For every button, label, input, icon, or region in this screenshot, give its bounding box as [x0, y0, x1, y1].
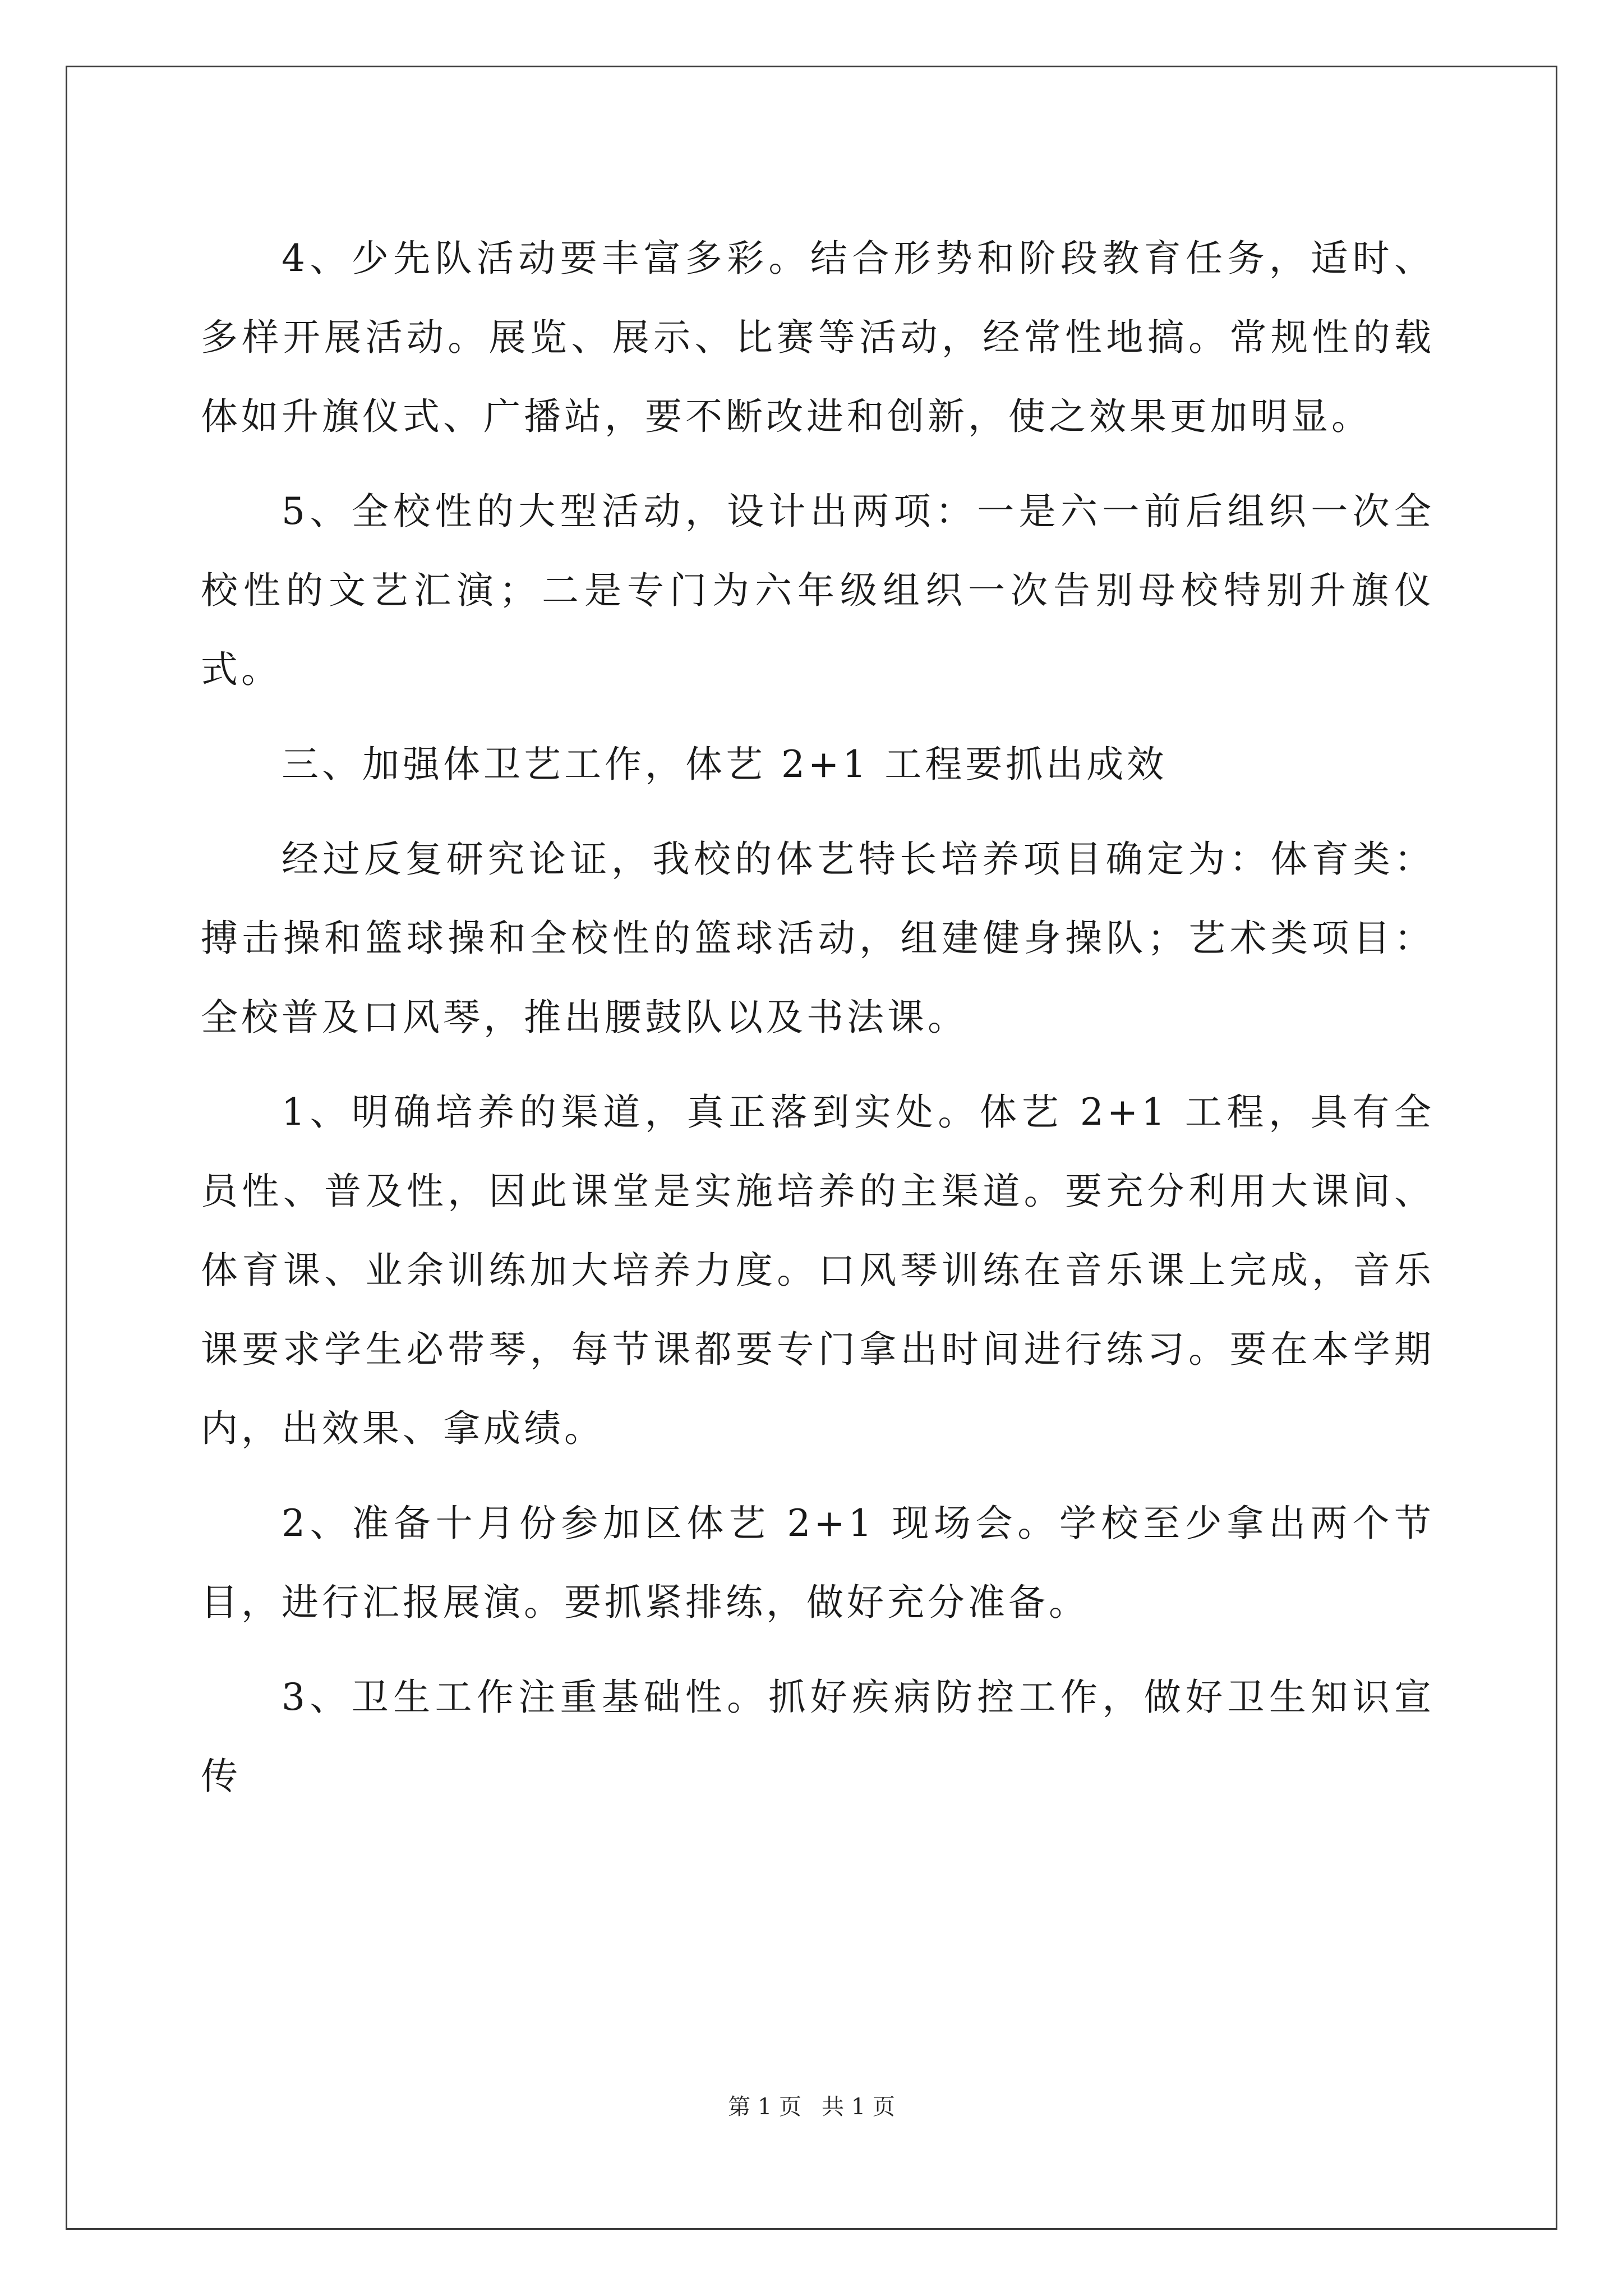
paragraph-6: 3、卫生工作注重基础性。抓好疾病防控工作，做好卫生知识宣传 — [201, 1676, 1435, 1798]
paragraph-4: 1、明确培养的渠道，真正落到实处。体艺 2+1 工程，具有全员性、普及性，因此课堂是实施培养的主渠道。要充分利用大课间、体育课、业余训练加大培养力度。口风琴训练在音乐课上完成，音乐课要求学生必带琴，每节课都要专门拿出时间进行练习。要在本学期内，出效果、拿成绩。 — [201, 1091, 1435, 1450]
paragraph-2: 5、全校性的大型活动，设计出两项：一是六一前后组织一次全校性的文艺汇演；二是专门为六年级组织一次告别母校特别升旗仪式。 — [201, 490, 1435, 691]
paragraph-5: 2、准备十月份参加区体艺 2+1 现场会。学校至少拿出两个节目，进行汇报展演。要抓紧排练，做好充分准备。 — [201, 1502, 1435, 1624]
section-heading: 三、加强体卫艺工作，体艺 2+1 工程要抓出成效 — [282, 743, 1168, 786]
page-footer — [0, 2091, 1623, 2123]
paragraph-3: 经过反复研究论证，我校的体艺特长培养项目确定为：体育类：搏击操和篮球操和全校性的篮球活动，组建健身操队；艺术类项目：全校普及口风琴，推出腰鼓队以及书法课。 — [201, 838, 1435, 1039]
page-count: 共 1 页 — [822, 2094, 895, 2120]
paragraph-1: 4、少先队活动要丰富多彩。结合形势和阶段教育任务，适时、多样开展活动。展览、展示、比赛等活动，经常性地搞。常规性的载体如升旗仪式、广播站，要不断改进和创新，使之效果更加明显。 — [201, 237, 1435, 438]
page-number: 第 1 页 — [728, 2094, 801, 2120]
document-body — [201, 219, 1435, 1832]
